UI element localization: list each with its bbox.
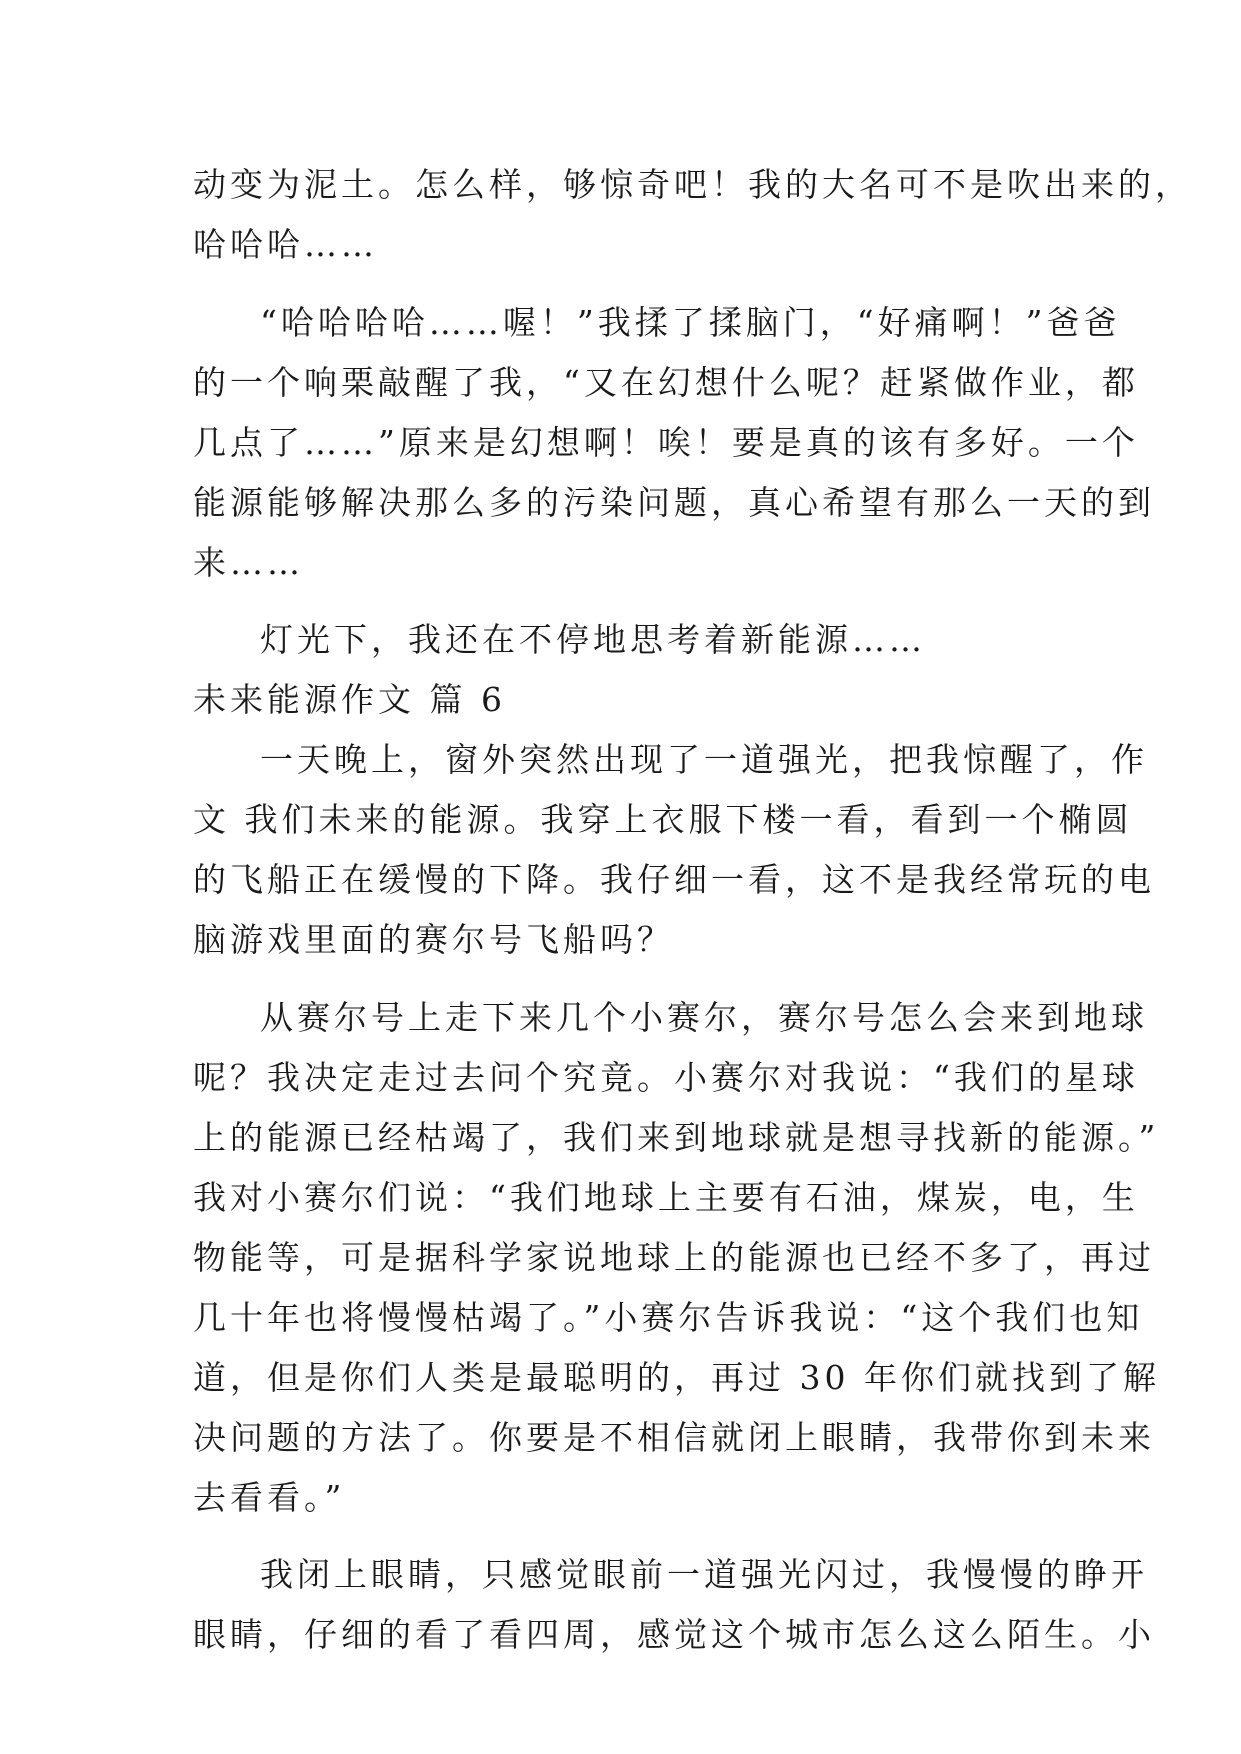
- text-line: 一天晚上，窗外突然出现了一道强光，把我惊醒了，作: [260, 740, 1148, 779]
- text-line: 物能等，可是据科学家说地球上的能源也已经不多了，再过: [193, 1238, 1155, 1277]
- text-line: 的一个响栗敲醒了我，“又在幻想什么呢？赶紧做作业，都: [193, 363, 1139, 402]
- text-line: 几点了……”原来是幻想啊！唉！要是真的该有多好。一个: [193, 423, 1139, 462]
- text-line: 我对小赛尔们说：“我们地球上主要有石油，煤炭，电，生: [193, 1178, 1139, 1217]
- text-line: 几十年也将慢慢枯竭了。”小赛尔告诉我说：“这个我们也知: [193, 1298, 1144, 1337]
- text-line: 呢？我决定走过去问个究竟。小赛尔对我说：“我们的星球: [193, 1058, 1139, 1097]
- text-line: 的飞船正在缓慢的下降。我仔细一看，这不是我经常玩的电: [193, 860, 1155, 899]
- text-line: 来……: [193, 543, 304, 582]
- text-line: 文 我们未来的能源。我穿上衣服下楼一看，看到一个椭圆: [193, 800, 1133, 839]
- text-line: 灯光下，我还在不停地思考着新能源……: [260, 620, 926, 659]
- text-line: 决问题的方法了。你要是不相信就闭上眼睛，我带你到未来: [193, 1418, 1155, 1457]
- section-heading: 未来能源作文 篇 6: [193, 680, 506, 719]
- text-line: 道，但是你们人类是最聪明的，再过 30 年你们就找到了解: [193, 1358, 1160, 1397]
- text-line: 从赛尔号上走下来几个小赛尔，赛尔号怎么会来到地球: [260, 998, 1148, 1037]
- text-line: “哈哈哈哈……喔！”我揉了揉脑门，“好痛啊！”爸爸: [260, 303, 1121, 342]
- text-line: 上的能源已经枯竭了，我们来到地球就是想寻找新的能源。”: [193, 1118, 1160, 1157]
- text-line: 能源能够解决那么多的污染问题，真心希望有那么一天的到: [193, 483, 1155, 522]
- text-line: 脑游戏里面的赛尔号飞船吗？: [193, 920, 674, 959]
- text-line: 我闭上眼睛，只感觉眼前一道强光闪过，我慢慢的睁开: [260, 1555, 1148, 1594]
- text-line: 哈哈哈……: [193, 225, 378, 264]
- text-line: 去看看。”: [193, 1478, 346, 1517]
- text-line: 动变为泥土。怎么样，够惊奇吧！我的大名可不是吹出来的，: [193, 165, 1192, 204]
- text-line: 眼睛，仔细的看了看四周，感觉这个城市怎么这么陌生。小: [193, 1615, 1155, 1654]
